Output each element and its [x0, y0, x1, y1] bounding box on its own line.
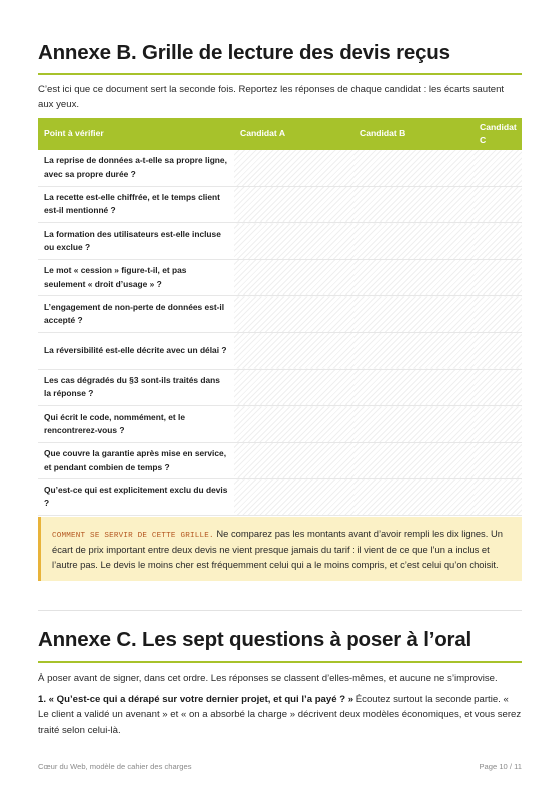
cell-candidate-b[interactable]	[354, 406, 474, 443]
row-question: Que couvre la garantie après mise en service, et pendant combien de temps ?	[38, 442, 234, 479]
cell-candidate-c[interactable]	[474, 186, 522, 223]
table-row	[38, 259, 522, 296]
cell-candidate-a[interactable]	[234, 150, 354, 186]
annex-c-intro: À poser avant de signer, dans cet ordre. Les réponses se classent d’elles-mêmes, et aucune ne s’improvise.	[38, 673, 498, 684]
row-question: La formation des utilisateurs est-elle incluse ou exclue ?	[38, 223, 234, 260]
header-candidate-a: Candidat A	[234, 118, 354, 150]
review-grid-table	[38, 118, 522, 516]
cell-candidate-c[interactable]	[474, 406, 522, 443]
cell-candidate-b[interactable]	[354, 259, 474, 296]
cell-candidate-c[interactable]	[474, 296, 522, 333]
row-question: La recette est-elle chiffrée, et le temps client est-il mentionné ?	[38, 186, 234, 223]
header-candidate-b: Candidat B	[354, 118, 474, 150]
cell-candidate-a[interactable]	[234, 223, 354, 260]
table-row	[38, 186, 522, 223]
cell-candidate-b[interactable]	[354, 479, 474, 516]
header-point: Point à vérifier	[38, 118, 234, 150]
cell-candidate-a[interactable]	[234, 296, 354, 333]
annex-b-intro: C’est ici que ce document sert la seconde fois. Reportez les réponses de chaque candidat : les écarts sautent aux yeux.	[38, 84, 505, 110]
oral-question-1	[38, 692, 522, 738]
annex-c-title-rule	[38, 661, 522, 663]
cell-candidate-b[interactable]	[354, 186, 474, 223]
cell-candidate-a[interactable]	[234, 442, 354, 479]
table-row	[38, 150, 522, 186]
cell-candidate-a[interactable]	[234, 332, 354, 369]
cell-candidate-b[interactable]	[354, 442, 474, 479]
row-question: L’engagement de non-perte de données est-il accepté ?	[38, 296, 234, 333]
cell-candidate-a[interactable]	[234, 186, 354, 223]
table-row	[38, 332, 522, 369]
table-row	[38, 223, 522, 260]
annex-b-title: Annexe B. Grille de lecture des devis reçus	[38, 41, 450, 64]
cell-candidate-b[interactable]	[354, 332, 474, 369]
cell-candidate-c[interactable]	[474, 369, 522, 406]
footer-document-name: Cœur du Web, modèle de cahier des charges	[38, 762, 192, 771]
cell-candidate-b[interactable]	[354, 296, 474, 333]
question-1-lead: 1. « Qu’est-ce qui a dérapé sur votre dernier projet, et qui l’a payé ? »	[38, 694, 354, 705]
cell-candidate-a[interactable]	[234, 259, 354, 296]
cell-candidate-a[interactable]	[234, 479, 354, 516]
review-grid-header-row	[38, 118, 522, 150]
question-1-text: Écoutez surtout la seconde partie. « Le client a validé un avenant » et « on a absorbé la charge » décrivent deux modèles économiques, et vous serez traité selon celui-là.	[38, 694, 522, 736]
annex-b-title-rule	[38, 73, 522, 75]
cell-candidate-b[interactable]	[354, 223, 474, 260]
row-question: La reprise de données a-t-elle sa propre ligne, avec sa propre durée ?	[38, 150, 234, 186]
cell-candidate-b[interactable]	[354, 369, 474, 406]
grid-usage-callout	[38, 517, 522, 581]
table-row	[38, 406, 522, 443]
row-question: Le mot « cession » figure-t-il, et pas seulement « droit d’usage » ?	[38, 259, 234, 296]
row-question: La réversibilité est-elle décrite avec un délai ?	[38, 332, 234, 369]
row-question: Qui écrit le code, nommément, et le rencontrerez-vous ?	[38, 406, 234, 443]
cell-candidate-c[interactable]	[474, 150, 522, 186]
cell-candidate-a[interactable]	[234, 406, 354, 443]
footer-page-number: Page 10 / 11	[479, 762, 522, 771]
page-footer	[38, 762, 522, 771]
cell-candidate-c[interactable]	[474, 332, 522, 369]
section-divider	[38, 610, 522, 611]
cell-candidate-a[interactable]	[234, 369, 354, 406]
cell-candidate-c[interactable]	[474, 259, 522, 296]
callout-text: Ne comparez pas les montants avant d’avoir rempli les dix lignes. Un écart de prix important entre deux devis ne vient presque jamais du tarif : il vient de ce que l’un a inclus et l’autre pas. Le devis le moins cher est fréquemment celui qui a le moins compris, et c’est celui qu’on choisit.	[52, 528, 503, 571]
cell-candidate-c[interactable]	[474, 442, 522, 479]
cell-candidate-b[interactable]	[354, 150, 474, 186]
table-row	[38, 479, 522, 516]
row-question: Les cas dégradés du §3 sont-ils traités dans la réponse ?	[38, 369, 234, 406]
cell-candidate-c[interactable]	[474, 479, 522, 516]
row-question: Qu’est-ce qui est explicitement exclu du devis ?	[38, 479, 234, 516]
table-row	[38, 369, 522, 406]
callout-label: COMMENT SE SERVIR DE CETTE GRILLE.	[52, 532, 214, 540]
cell-candidate-c[interactable]	[474, 223, 522, 260]
table-row	[38, 296, 522, 333]
header-candidate-c: Candidat C	[474, 118, 522, 150]
table-row	[38, 442, 522, 479]
annex-c-title: Annexe C. Les sept questions à poser à l’oral	[38, 628, 472, 651]
